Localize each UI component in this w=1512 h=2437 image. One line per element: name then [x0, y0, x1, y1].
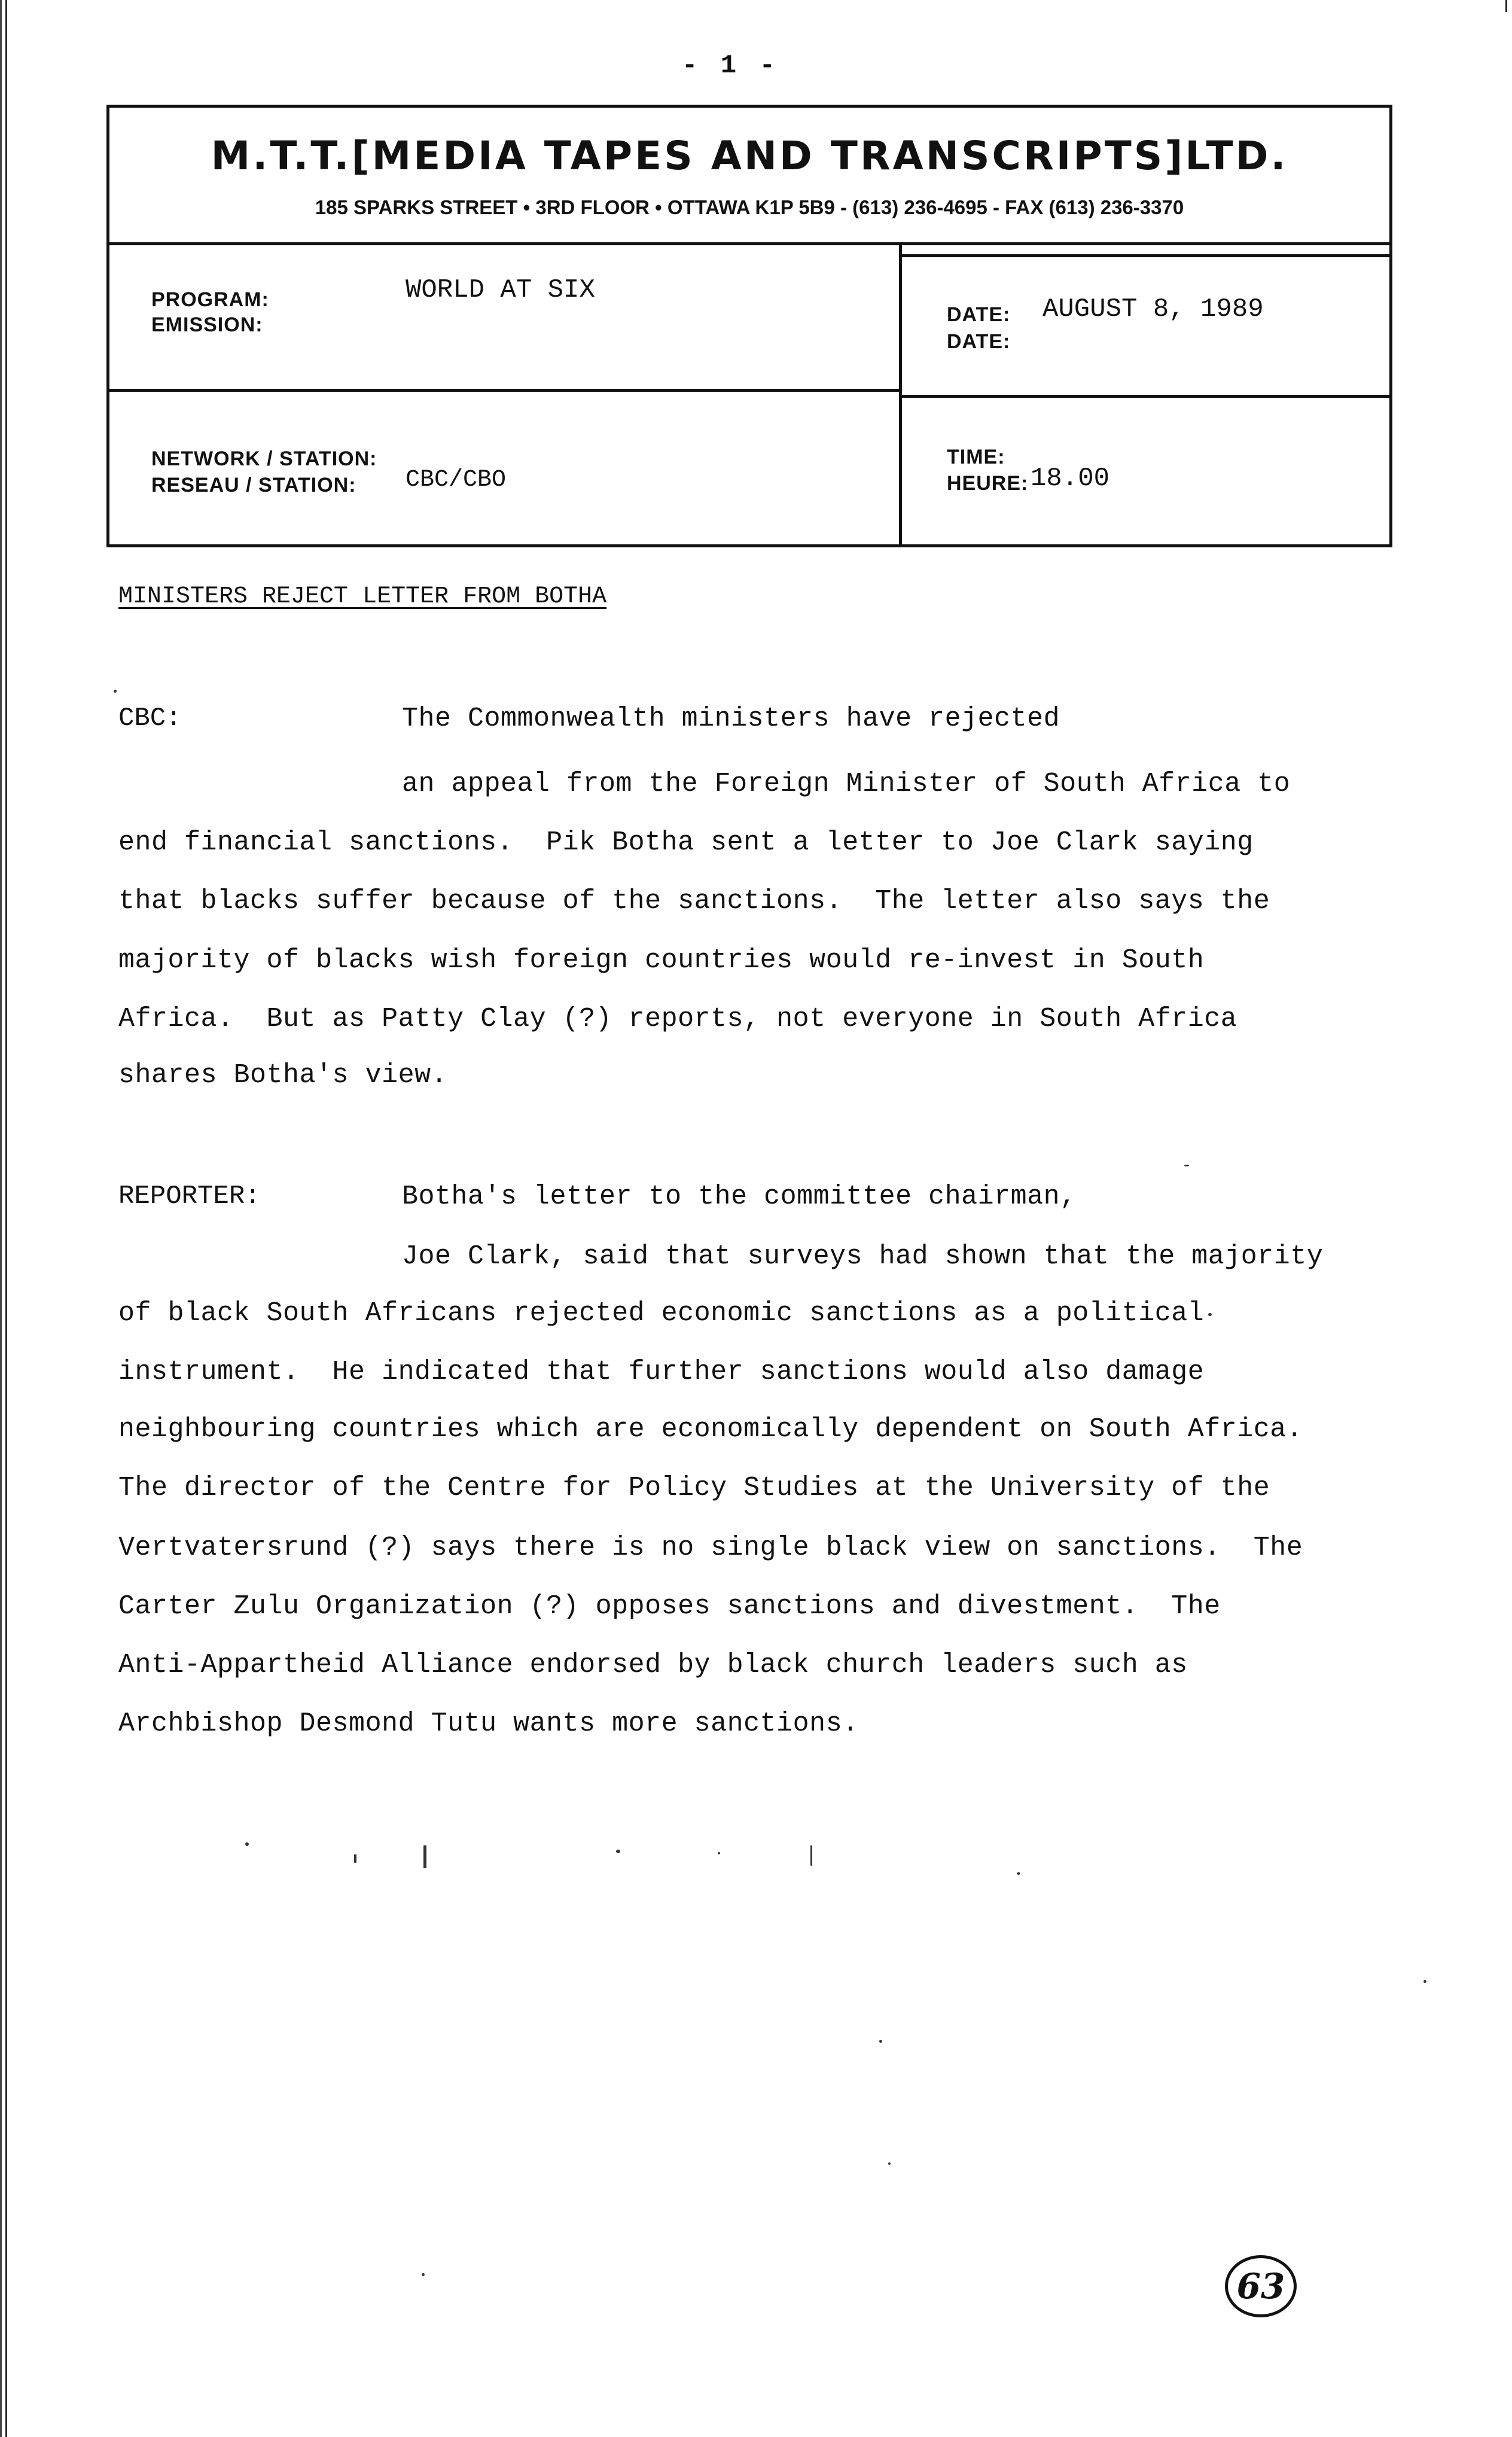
transcript-line: Africa. But as Patty Clay (?) reports, not everyone in South Africa	[118, 1004, 1237, 1034]
network-label: NETWORK / STATION:	[151, 447, 377, 470]
transcript-line: majority of blacks wish foreign countries would re-invest in South	[118, 945, 1205, 976]
scan-edge-mark	[1505, 0, 1507, 12]
network-value: CBC/CBO	[406, 467, 507, 494]
transcript-line: shares Botha's view.	[118, 1060, 448, 1090]
date-label-fr: DATE:	[947, 330, 1011, 353]
transcript-line: Vertvatersrund (?) says there is no single black view on sanctions. The	[118, 1533, 1303, 1563]
scan-speck	[879, 2040, 882, 2043]
date-value: AUGUST 8, 1989	[1042, 294, 1264, 324]
heure-label: HEURE:	[947, 472, 1029, 495]
speaker-cbc: CBC:	[118, 703, 182, 733]
scan-speck	[1208, 1313, 1212, 1316]
story-headline: MINISTERS REJECT LETTER FROM BOTHA	[118, 583, 607, 610]
transcript-line: Anti-Appartheid Alliance endorsed by black church leaders such as	[118, 1650, 1188, 1680]
company-banner	[109, 108, 1389, 245]
network-cell	[109, 392, 902, 544]
page-number: - 1 -	[682, 51, 779, 81]
time-value: 18.00	[1031, 464, 1110, 494]
time-label: TIME:	[947, 446, 1005, 468]
transcript-line: an appeal from the Foreign Minister of South Africa to	[402, 769, 1291, 799]
scan-speck	[423, 1845, 426, 1868]
page-left-edge	[0, 0, 7, 2437]
scan-speck	[810, 1845, 812, 1866]
scan-speck	[888, 2162, 891, 2165]
program-label: PROGRAM:	[151, 288, 269, 311]
transcript-line: of black South Africans rejected economic sanctions as a political	[118, 1298, 1205, 1329]
folio-number-circle: 63	[1225, 2255, 1297, 2317]
transcript-line: Archbishop Desmond Tutu wants more sanctions.	[118, 1708, 859, 1739]
program-cell	[109, 245, 902, 392]
scan-speck	[354, 1854, 356, 1863]
scan-speck	[245, 1842, 249, 1846]
transcript-line: instrument. He indicated that further sanctions would also damage	[118, 1357, 1205, 1387]
scan-speck	[1184, 1165, 1189, 1166]
date-label: DATE:	[947, 303, 1011, 326]
transcript-line: Botha's letter to the committee chairman,	[402, 1181, 1077, 1212]
date-cell	[902, 254, 1389, 398]
reseau-label: RESEAU / STATION:	[151, 474, 356, 496]
scan-speck	[616, 1850, 620, 1853]
emission-label: EMISSION:	[151, 313, 263, 336]
transcript-line: end financial sanctions. Pik Botha sent a letter to Joe Clark saying	[118, 827, 1254, 858]
transcript-line: neighbouring countries which are economically dependent on South Africa.	[118, 1414, 1303, 1445]
transcript-line: The director of the Centre for Policy Studies at the University of the	[118, 1473, 1270, 1503]
scan-speck	[1017, 1872, 1020, 1875]
transcript-line: The Commonwealth ministers have rejected	[402, 703, 1060, 734]
scan-speck	[1423, 1980, 1426, 1983]
time-cell	[902, 398, 1389, 544]
company-address: 185 SPARKS STREET • 3RD FLOOR • OTTAWA K1P 5B9 - (613) 236-4695 - FAX (613) 236-3370	[315, 196, 1184, 218]
scan-speck	[422, 2273, 425, 2276]
speaker-reporter: REPORTER:	[118, 1181, 261, 1211]
scan-speck	[114, 690, 117, 693]
scan-speck	[718, 1852, 720, 1854]
transcript-line: that blacks suffer because of the sanctions. The letter also says the	[118, 886, 1270, 916]
transcript-line: Joe Clark, said that surveys had shown that the majority	[402, 1241, 1324, 1272]
company-name: M.T.T.[MEDIA TAPES AND TRANSCRIPTS]LTD.	[211, 133, 1288, 179]
transcript-header-box	[106, 105, 1392, 547]
transcript-line: Carter Zulu Organization (?) opposes sanctions and divestment. The	[118, 1591, 1221, 1622]
program-value: WORLD AT SIX	[406, 275, 595, 305]
